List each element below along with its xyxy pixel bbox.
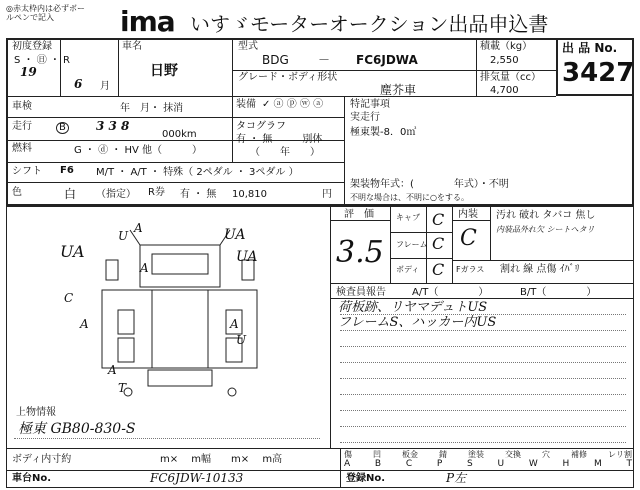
interior-note: 内装品外れ欠 シートへタリ xyxy=(496,225,595,234)
era-options: S ・ ㊐ ・ R xyxy=(14,55,71,66)
reg-month: 6 xyxy=(74,77,83,91)
wheel-rl xyxy=(118,338,134,362)
exhibit-no-label: 出 品 No. xyxy=(562,41,618,55)
legend-header: 補修 xyxy=(571,450,587,459)
tax-options: 有 ・ 無 xyxy=(180,189,217,200)
tacho-date: （ 年 ） xyxy=(250,147,320,158)
wheel-fl xyxy=(118,310,134,334)
legend-header: 錆 xyxy=(439,450,447,459)
special-line1: 実走行 xyxy=(350,112,380,123)
mark-ua-right2: UA xyxy=(236,249,258,265)
mark-ua-left: UA xyxy=(60,242,85,261)
report-label: 検査員報告 xyxy=(336,287,386,298)
color-value: 白 xyxy=(64,187,77,201)
displacement: 4,700 xyxy=(490,85,519,96)
mark-a-right: A xyxy=(230,317,239,331)
body-year-label: 架装物年式：( 年式）・不明 xyxy=(350,179,509,190)
frame: C xyxy=(432,234,445,253)
tax-label: R券 xyxy=(148,187,165,198)
glass-label: Fガラス xyxy=(456,265,485,274)
model-dash: － xyxy=(318,53,331,67)
mark-c: C xyxy=(64,291,74,305)
legend-header: 塗装 xyxy=(468,450,484,459)
header-note: ◎赤太枠内は必ずボールペンで記入 xyxy=(6,4,85,22)
ima-logo: ima xyxy=(120,5,175,38)
color-label: 色 xyxy=(12,187,22,198)
legend-codes xyxy=(344,459,632,469)
mark-a-center: A xyxy=(140,261,149,275)
rear-bumper xyxy=(148,370,212,386)
chassis: FC6JDW-10133 xyxy=(150,471,244,485)
capacity: 2,550 xyxy=(490,55,519,66)
score-label: 評 価 xyxy=(344,209,374,220)
frame-label: フレーム xyxy=(396,240,428,249)
equipment-label: 装備 xyxy=(236,99,256,110)
legend-code: U xyxy=(497,459,505,469)
report-bt: B/T（ ） xyxy=(520,287,597,298)
legend-code: H xyxy=(562,459,570,469)
body-type: 塵芥車 xyxy=(380,83,417,97)
shaken-value: 年 月・ 抹消 xyxy=(120,103,184,114)
cab: C xyxy=(432,210,445,229)
upper-label: 上物情報 xyxy=(16,407,56,418)
tacho-options: 有 ・ 無 別体 xyxy=(236,134,323,145)
model-prefix: BDG xyxy=(262,53,289,67)
special-label: 特記事項 xyxy=(350,99,390,110)
body-label: ボディ xyxy=(396,265,420,274)
report-at: A/T（ ） xyxy=(412,287,489,298)
score: 3.5 xyxy=(336,235,384,270)
legend-code: M xyxy=(593,459,602,469)
report-line2: フレームS、ハッカー内US xyxy=(338,315,497,330)
shift-value: F6 xyxy=(60,165,74,176)
mileage-digits: 3 3 8 xyxy=(96,119,130,133)
interior: C xyxy=(460,226,477,251)
maker-label: 車名 xyxy=(122,41,142,52)
grade-label: グレード・ボディ形状 xyxy=(238,72,338,83)
mark-ua-right: UA xyxy=(224,227,246,243)
displacement-label: 排気量（cc） xyxy=(480,72,541,83)
legend-header: 板金 xyxy=(402,450,418,459)
mileage-label: 走行 xyxy=(12,121,32,132)
mark-a-left: A xyxy=(80,317,89,331)
legend-code: P xyxy=(436,459,443,469)
special-line2: 極東製-8．0㎥ xyxy=(350,127,417,138)
mark-a-top: A xyxy=(134,221,143,235)
mileage-km: 000km xyxy=(162,129,197,140)
mark-u-top: U xyxy=(118,229,129,243)
form-title: いすゞモーターオークション出品申込書 xyxy=(190,12,549,36)
legend-code: C xyxy=(405,459,413,469)
interior-marks: 汚れ 破れ タバコ 焦し xyxy=(496,210,596,221)
legend-header: 傷 xyxy=(344,450,352,459)
report-line1: 荷板跡、リヤマデュトUS xyxy=(338,300,488,315)
mark-t-bottom: T xyxy=(118,381,127,395)
dims-value: m× m幅 m× m高 xyxy=(160,454,283,465)
mark-u-right: U xyxy=(236,333,247,347)
fuel-options: G ・ ⓓ ・ HV 他（ ） xyxy=(74,145,203,156)
reg-month-unit: 月 xyxy=(100,81,110,92)
maker: 日野 xyxy=(150,63,178,79)
legend-code: A xyxy=(344,459,351,469)
shift-label: シフト xyxy=(12,166,42,177)
exhibit-no: 3427 xyxy=(562,58,635,88)
fuel-label: 燃料 xyxy=(12,143,32,154)
legend-header: 穴 xyxy=(542,450,550,459)
legend-header: レリ割 xyxy=(608,450,632,459)
tax-unit: 円 xyxy=(322,189,332,200)
model-label: 型式 xyxy=(238,41,258,52)
legend-code: T xyxy=(626,459,632,469)
color-designation: （指定） xyxy=(96,189,136,200)
body-rating: C xyxy=(432,260,445,279)
capacity-label: 積載（kg） xyxy=(480,41,533,52)
reg-label: 登録No. xyxy=(346,473,386,484)
tax-amount: 10,810 xyxy=(232,189,267,200)
glass-marks: 割れ 線 点傷 ｲﾊﾞﾘ xyxy=(500,264,580,275)
shift-options: M/T ・ A/T ・ 特殊（ 2ペダル ・ 3ペダル ） xyxy=(96,167,299,178)
upper-value: 極東 GB80-830-S xyxy=(18,421,136,437)
legend-code: W xyxy=(528,459,538,469)
legend-header: 交換 xyxy=(505,450,521,459)
windshield xyxy=(152,254,208,274)
shaken-label: 車検 xyxy=(12,101,32,112)
first-reg-label: 初度登録 xyxy=(12,41,52,52)
legend-header: 凹 xyxy=(373,450,381,459)
reg-no: P左 xyxy=(446,471,467,485)
mileage-unit: B xyxy=(56,122,69,134)
legend-code: S xyxy=(467,459,473,469)
mark-a-bottom: A xyxy=(108,363,117,377)
equipment-items: ✓ ⓐ ⓟ ⓦ ⓐ xyxy=(262,99,324,110)
model: FC6JDWA xyxy=(356,53,418,67)
reg-year: 19 xyxy=(20,65,37,79)
legend-headers xyxy=(344,449,632,459)
body-year-note: 不明な場合は、不明に○をする。 xyxy=(350,193,469,202)
interior-label: 内装 xyxy=(458,209,478,220)
legend-code: B xyxy=(374,459,382,469)
tacho-label: タコグラフ xyxy=(236,121,286,132)
left-mirror xyxy=(106,260,118,280)
cab-label: キャブ xyxy=(396,213,420,222)
dims-label: ボディ内寸約 xyxy=(12,454,72,465)
chassis-label: 車台No. xyxy=(12,473,52,484)
